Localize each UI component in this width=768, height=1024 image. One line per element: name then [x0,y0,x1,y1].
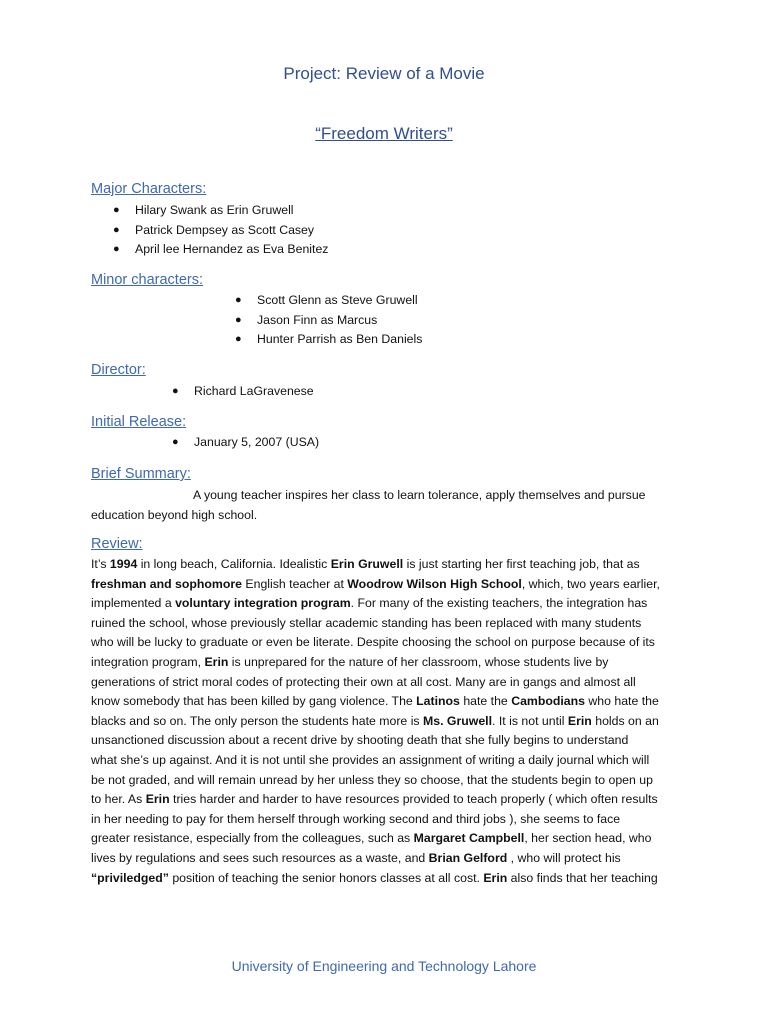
review-text: Latinos [416,694,460,709]
review-line [91,555,685,575]
review-text: voluntary integration program [175,596,351,611]
brief-summary-heading: Brief Summary: [91,466,191,482]
review-text: Ms. Gruwell [423,713,493,728]
review-line [91,712,685,732]
review-paragraph [91,555,685,888]
review-text: is just starting her first teaching job, that as [403,557,640,571]
list-item [235,330,423,350]
review-text: Erin [145,792,170,807]
review-text: be not graded, and will remain unread by her unless they so choose, that the students begin to open up [91,772,653,787]
review-text: tries harder and harder to have resources provided to teach properly ( which often results [169,792,658,807]
review-text: , who will protect his [507,850,621,865]
review-line [91,575,685,595]
major-characters-list [113,201,329,260]
review-text: . For many of the existing teachers, the integration has [350,596,648,611]
review-text: generations of strict moral codes of protecting their own at all cost. Many are in gangs and almost all [91,674,636,689]
review-line [91,849,685,869]
review-line [91,869,685,889]
review-line [91,790,685,810]
movie-title: “Freedom Writers” [315,124,453,143]
review-text: know somebody that has been killed by gang violence. The [91,694,417,709]
review-line [91,614,685,634]
review-text: greater resistance, especially from the colleagues, such as [91,831,414,846]
review-text: to her. As [91,792,146,807]
initial-release-heading: Initial Release: [91,414,187,430]
list-item-text: January 5, 2007 (USA) [194,435,320,449]
review-line [91,594,685,614]
list-item [113,201,328,221]
review-text: unsanctioned discussion about a recent drive by shooting death that she fully begins to understand [91,733,629,748]
list-item [113,221,328,241]
review-line [91,653,685,673]
review-text: who will be lucky to graduate or even be literate. Despite choosing the school on purpose because of its [91,635,655,650]
review-text: what she’s up against. And it is not until she provides an assignment of writing a daily journal which will [91,752,650,767]
bullet-icon: ● [235,313,242,326]
bullet-icon: ● [113,243,120,255]
review-text: Erin Gruwell [330,557,404,571]
review-text: position of teaching the senior honors classes at all cost. [168,870,484,885]
review-text: Erin [204,654,229,669]
review-line [91,673,685,693]
review-text: blacks and so on. The only person the students hate more is [91,713,423,728]
list-item-text: Hilary Swank as Erin Gruwell [135,203,294,217]
list-item-text: Patrick Dempsey as Scott Casey [135,222,315,237]
page-title: Project: Review of a Movie [283,64,485,83]
director-list [172,382,314,402]
review-text: Cambodians [511,694,585,709]
review-text: lives by regulations and sees such resources as a waste, and [91,850,429,865]
list-item-text: Scott Glenn as Steve Gruwell [257,293,418,307]
bullet-icon: ● [235,333,242,345]
footer-text: University of Engineering and Technology Lahore [231,958,537,974]
review-text: holds on an [591,713,659,728]
review-heading: Review: [91,536,143,552]
review-text: hate the [459,694,512,709]
review-text: ruined the school, whose previously stellar academic standing has been replaced with many students [91,615,642,630]
review-text: implemented a [91,596,176,611]
review-text: , which, two years earlier, [521,576,660,591]
summary-paragraph [91,486,671,525]
director-heading: Director: [91,362,146,378]
review-line [91,829,685,849]
review-text: in long beach, California. Idealistic [137,557,331,571]
bullet-icon: ● [113,204,120,216]
review-text: . It is not until [492,713,568,728]
summary-line: A young teacher inspires her class to learn tolerance, apply themselves and pursue [193,488,646,502]
minor-characters-list [235,291,423,350]
review-line [91,771,685,791]
release-list [172,433,320,453]
list-item [172,382,314,402]
review-text: Brian Gelford [428,850,508,865]
list-item [235,291,422,311]
bullet-icon: ● [172,385,179,397]
review-text: integration program, [91,654,205,669]
bullet-icon: ● [113,223,120,236]
review-text: Margaret Campbell [413,831,525,846]
list-item [235,311,422,331]
major-characters-heading: Major Characters: [91,181,207,197]
review-text: , her section head, who [524,831,652,846]
list-item-text: April lee Hernandez as Eva Benitez [135,242,329,256]
review-text: who hate the [584,694,659,709]
summary-line: education beyond high school. [91,507,258,522]
review-line [91,633,685,653]
review-text: Erin [567,713,592,728]
review-text: Woodrow Wilson High School [347,576,522,591]
review-line [91,692,685,712]
list-item-text: Richard LaGravenese [194,384,314,398]
review-text: in her needing to pay for them herself through working second and third jobs ), she seems to face [91,811,621,826]
review-text: “priviledged” [91,870,169,885]
review-text: freshman and sophomore [91,576,243,591]
review-line [91,810,685,830]
list-item [113,240,329,260]
list-item-text: Jason Finn as Marcus [257,312,378,327]
bullet-icon: ● [172,436,179,448]
minor-characters-heading: Minor characters: [91,272,204,288]
list-item-text: Hunter Parrish as Ben Daniels [257,332,423,346]
review-text: It’s [91,557,110,571]
review-line [91,731,685,751]
review-text: is unprepared for the nature of her classroom, whose students live by [228,654,609,669]
review-line [91,751,685,771]
review-text: Erin [483,870,508,885]
list-item [172,433,320,453]
review-text: also finds that her teaching [507,870,658,885]
bullet-icon: ● [235,294,242,306]
review-text: 1994 [109,557,138,571]
review-text: English teacher at [242,576,348,591]
